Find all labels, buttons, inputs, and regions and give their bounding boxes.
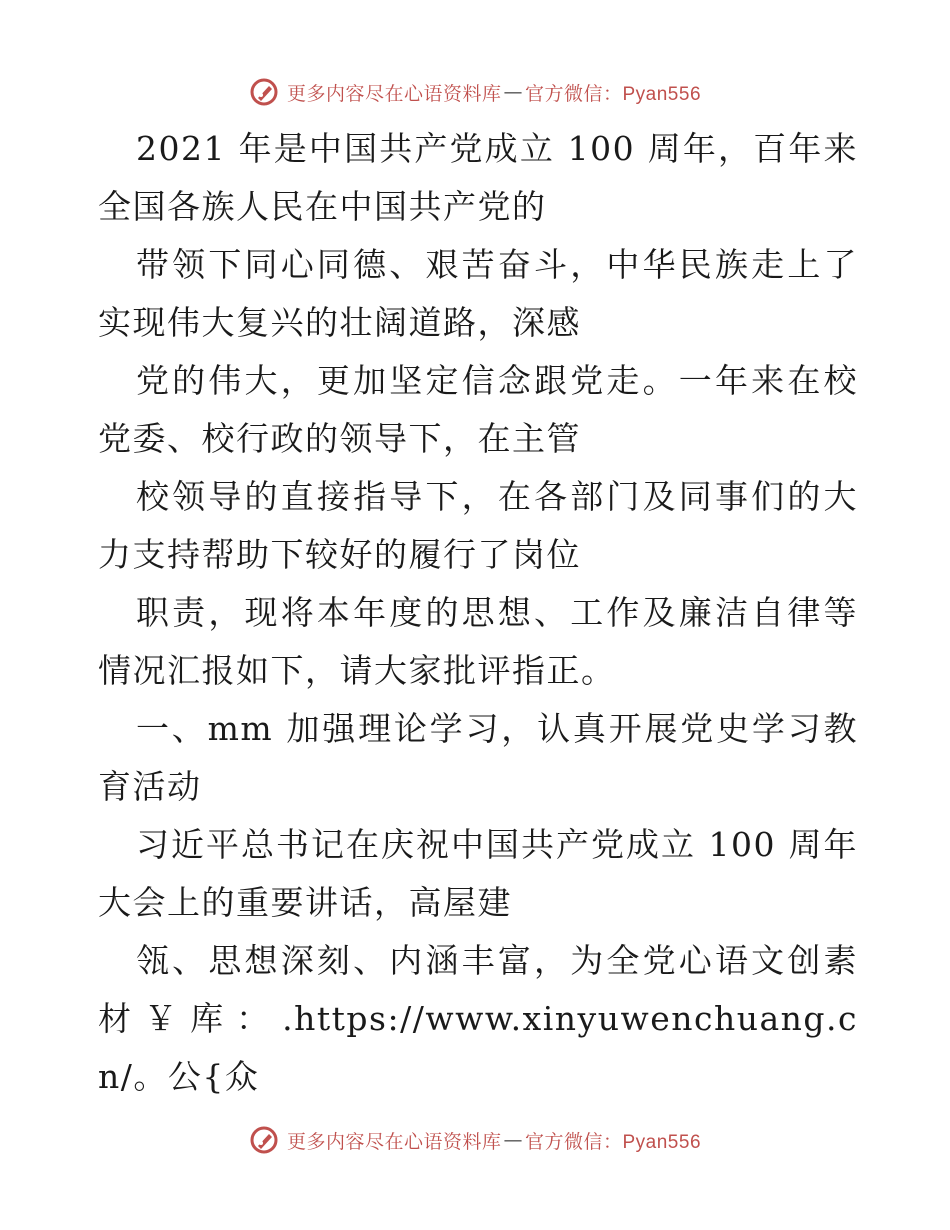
paragraph-5: 职责，现将本年度的思想、工作及廉洁自律等情况汇报如下，请大家批评指正。 — [98, 593, 858, 690]
paragraph-7: 瓴、思想深刻、内涵丰富，为全党心语文创素材￥库：.https://www.xinyuwenchuang.cn/。公{众 — [98, 941, 858, 1096]
watermark-separator: — — [503, 1129, 523, 1151]
footer-watermark — [0, 1120, 950, 1160]
paragraph-4: 校领导的直接指导下，在各部门及同事们的大力支持帮助下较好的履行了岗位 — [98, 477, 858, 574]
header-watermark — [0, 72, 950, 112]
watermark-site-text: 更多内容尽在心语资料库 — [286, 1130, 502, 1153]
paragraph-2: 带领下同心同德、艰苦奋斗，中华民族走上了实现伟大复兴的壮阔道路，深感 — [98, 245, 858, 342]
watermark-site-text: 更多内容尽在心语资料库 — [286, 82, 502, 105]
document-body — [98, 120, 858, 1106]
paragraph-6: 习近平总书记在庆祝中国共产党成立 100 周年大会上的重要讲话，高屋建 — [98, 825, 858, 922]
paragraph-3: 党的伟大，更加坚定信念跟党走。一年来在校党委、校行政的领导下，在主管 — [98, 361, 858, 458]
watermark-contact-text: 官方微信：Pyan556 — [525, 1131, 702, 1153]
pen-logo-icon — [249, 77, 279, 107]
section-heading-1: 一、mm 加强理论学习，认真开展党史学习教育活动 — [98, 709, 858, 806]
watermark-separator: — — [503, 81, 523, 103]
watermark-contact-text: 官方微信：Pyan556 — [525, 83, 702, 105]
paragraph-1: 2021 年是中国共产党成立 100 周年，百年来全国各族人民在中国共产党的 — [98, 129, 858, 226]
pen-logo-icon — [249, 1125, 279, 1155]
